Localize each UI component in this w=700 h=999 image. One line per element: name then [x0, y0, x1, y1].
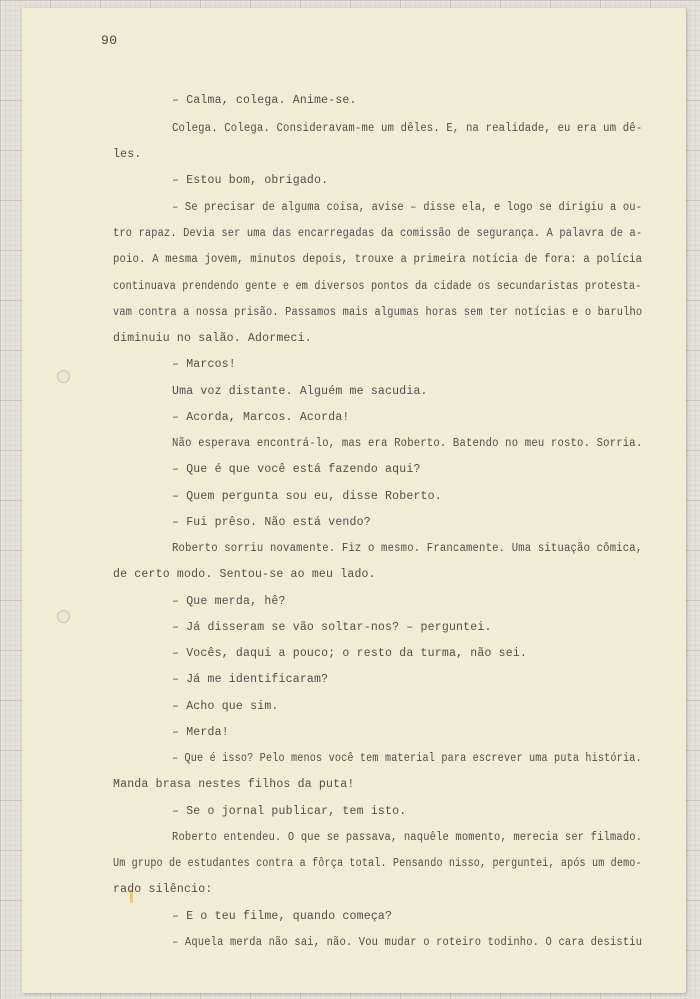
text-line: Manda brasa nestes filhos da puta! [113, 778, 355, 791]
text-line: – Estou bom, obrigado. [172, 174, 329, 187]
text-line: – Se o jornal publicar, tem isto. [172, 805, 407, 818]
text-line: – Se precisar de alguma coisa, avise – disse ela, e logo se dirigiu a ou- [172, 201, 643, 214]
text-line: Roberto sorriu novamente. Fiz o mesmo. Francamente. Uma situação cômica, [172, 542, 643, 555]
text-line: – Que merda, hê? [172, 595, 286, 608]
text-line: tro rapaz. Devia ser uma das encarregadas da comissão de segurança. A palavra de a- [113, 227, 643, 240]
text-line: – Acho que sim. [172, 700, 279, 713]
text-line: poio. A mesma jovem, minutos depois, trouxe a primeira notícia de fora: a polícia [113, 253, 643, 266]
text-line: Uma voz distante. Alguém me sacudia. [172, 385, 428, 398]
text-line: Um grupo de estudantes contra a fôrça total. Pensando nisso, perguntei, após um demo- [113, 857, 642, 870]
text-line: – Acorda, Marcos. Acorda! [172, 411, 350, 424]
text-line: de certo modo. Sentou-se ao meu lado. [113, 568, 376, 581]
text-line: continuava prendendo gente e em diversos pontos da cidade os secundaristas protesta- [113, 280, 642, 293]
text-line: les. [113, 148, 142, 161]
text-line: diminuiu no salão. Adormeci. [113, 332, 312, 345]
text-line: – Aquela merda não sai, não. Vou mudar o roteiro todinho. O cara desistiu [172, 936, 643, 949]
page-number: 90 [101, 33, 118, 48]
text-line: – Já disseram se vão soltar-nos? – perguntei. [172, 621, 492, 634]
text-line: – Fui prêso. Não está vendo? [172, 516, 371, 529]
text-line: Colega. Colega. Consideravam-me um dêles. E, na realidade, eu era um dê- [172, 122, 643, 135]
text-line: – Calma, colega. Anime-se. [172, 94, 357, 107]
text-line: – Merda! [172, 726, 229, 739]
text-line: – Que é isso? Pelo menos você tem material para escrever uma puta história. [172, 752, 642, 765]
text-line: Não esperava encontrá-lo, mas era Roberto. Batendo no meu rosto. Sorria. [172, 437, 643, 450]
text-line: rado silêncio: [113, 883, 213, 896]
text-line: – Vocês, daqui a pouco; o resto da turma, não sei. [172, 647, 528, 660]
text-line: – E o teu filme, quando começa? [172, 910, 393, 923]
text-line: Roberto entendeu. O que se passava, naquêle momento, merecia ser filmado. [172, 831, 643, 844]
text-line: vam contra a nossa prisão. Passamos mais algumas horas sem ter notícias e o barulho [113, 306, 643, 319]
text-line: – Marcos! [172, 358, 236, 371]
text-line: – Que é que você está fazendo aqui? [172, 463, 421, 476]
text-line: – Já me identificaram? [172, 673, 329, 686]
text-line: – Quem pergunta sou eu, disse Roberto. [172, 490, 442, 503]
